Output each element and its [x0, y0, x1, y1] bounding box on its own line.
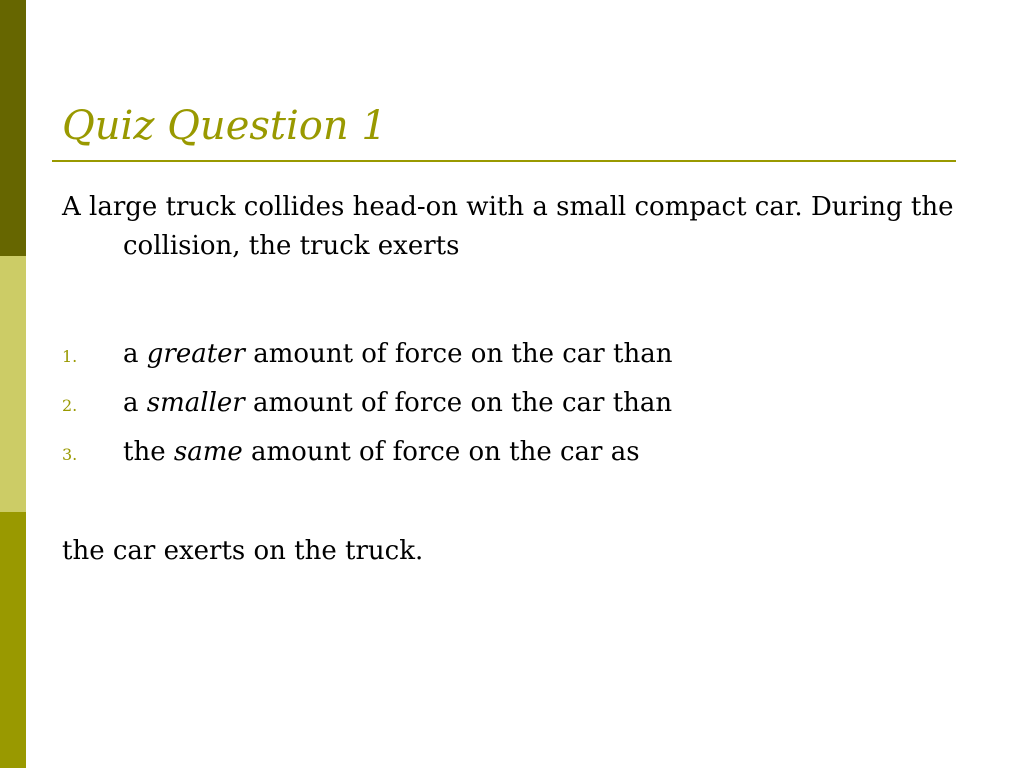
option-number: 1. — [62, 347, 78, 366]
option-text-after: amount of force on the car as — [242, 437, 640, 467]
side-bar-bottom-segment — [0, 512, 26, 768]
option-text-after: amount of force on the car than — [245, 339, 673, 369]
option-text — [123, 437, 640, 467]
answer-options — [62, 334, 672, 481]
question-stem: A large truck collides head-on with a small compact car. During the collision, the truck exerts — [62, 192, 954, 261]
side-bar-top-segment — [0, 0, 26, 256]
option-emphasis: smaller — [146, 388, 245, 418]
option-number: 3. — [62, 445, 78, 464]
option-emphasis: greater — [146, 339, 245, 369]
option-text-before: a — [123, 339, 147, 369]
question-closing-text: the car exerts on the truck. — [62, 536, 424, 566]
side-accent-bar — [0, 0, 26, 768]
option-text-after: amount of force on the car than — [244, 388, 673, 418]
answer-option-2 — [62, 383, 672, 432]
option-number: 2. — [62, 396, 78, 415]
slide-title: Quiz Question 1 — [62, 103, 387, 149]
answer-option-1 — [62, 334, 672, 383]
option-text-before: the — [123, 437, 174, 467]
option-text — [123, 388, 672, 418]
side-bar-middle-segment — [0, 256, 26, 512]
option-text-before: a — [123, 388, 147, 418]
title-divider — [52, 160, 956, 162]
option-text — [123, 339, 672, 369]
option-emphasis: same — [173, 437, 243, 467]
answer-option-3 — [62, 432, 672, 481]
